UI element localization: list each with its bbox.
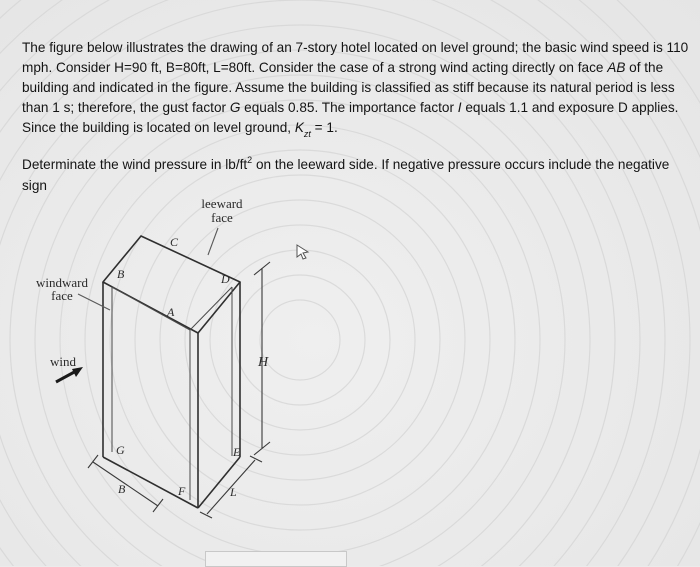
dimension-label-b: B — [118, 482, 126, 496]
windward-leader — [78, 294, 110, 310]
windward-label-line2: face — [51, 288, 73, 303]
mouse-pointer-icon — [296, 243, 310, 261]
inner-top-b — [190, 287, 232, 330]
corner-label-c: C — [170, 235, 179, 249]
importance-factor-symbol: I — [457, 100, 462, 115]
kzt-subscript: zt — [303, 129, 311, 139]
problem-text-1: The figure below illustrates the drawing of an 7-story hotel located on level ground; the basic wind speed is 110 mph. Consider H=90 ft, B=80ft, L=80ft. Consider the case of a strong wind acting directly on face — [22, 40, 689, 75]
inner-top-a — [112, 287, 190, 330]
height-label-h: H — [258, 355, 269, 370]
leeward-label-line1: leeward — [201, 196, 243, 211]
leeward-leader — [208, 228, 218, 255]
windward-label-line1: windward — [36, 275, 88, 290]
corner-label-d: D — [221, 272, 230, 286]
wind-label: wind — [50, 354, 76, 369]
problem-text-3: equals 0.85. The importance factor — [240, 100, 458, 115]
problem-text-4: equals 1.1 and exposure D applies. Since the building is located on level ground, — [22, 100, 679, 135]
gust-factor-symbol: G — [229, 100, 241, 115]
kzt-symbol: K — [294, 120, 304, 135]
prompt-text-2: on the leeward side. If negative pressure occurs include the negative sign — [22, 157, 670, 193]
corner-label-f: F — [178, 484, 186, 498]
prompt-superscript: 2 — [247, 155, 253, 165]
answer-input-box[interactable] — [205, 551, 347, 567]
dimension-label-l: L — [230, 485, 237, 499]
problem-text-5: = 1. — [310, 120, 338, 135]
prompt-text-1: Determinate the wind pressure in lb/ft — [22, 157, 248, 172]
corner-label-e: E — [233, 445, 241, 459]
leeward-label-line2: face — [211, 210, 233, 225]
corner-label-a: A — [167, 305, 175, 319]
face-ab: AB — [607, 60, 626, 75]
corner-label-g: G — [116, 443, 125, 457]
problem-text-2: of the building and indicated in the figure. Assume the building is classified as stiff because its natural period is less than 1 s; therefore, the gust factor — [22, 60, 675, 115]
corner-label-b: B — [117, 267, 125, 281]
wind-arrow — [56, 367, 83, 382]
